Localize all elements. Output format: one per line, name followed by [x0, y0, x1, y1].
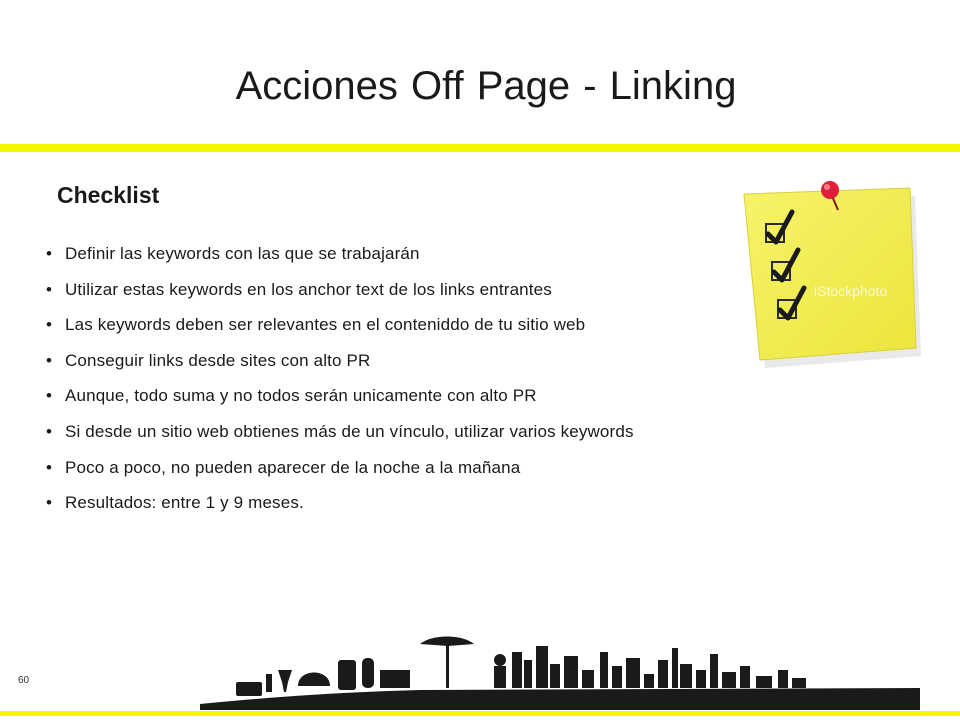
bullet-marker: •	[46, 421, 53, 441]
list-item-text: Poco a poco, no pueden aparecer de la noche a la mañana	[65, 457, 521, 477]
section-subtitle: Checklist	[57, 182, 160, 208]
bottom-divider	[0, 711, 960, 716]
bullet-marker: •	[46, 457, 53, 477]
list-item-text: Utilizar estas keywords en los anchor text de los links entrantes	[65, 279, 552, 299]
list-item-text: Definir las keywords con las que se trabajarán	[65, 244, 420, 263]
list-item	[46, 314, 634, 350]
city-skyline-icon	[200, 630, 920, 710]
list-item	[46, 421, 634, 457]
page-number: 60	[18, 675, 30, 686]
bullet-marker: •	[46, 315, 53, 335]
list-item	[46, 457, 634, 493]
sticky-note-paper	[744, 188, 916, 360]
list-item	[46, 350, 634, 386]
note-watermark: iStockphoto	[814, 283, 888, 299]
top-divider	[0, 144, 960, 152]
list-item-text: Conseguir links desde sites con alto PR	[65, 350, 371, 370]
checklist	[46, 243, 634, 528]
bullet-marker: •	[46, 386, 53, 406]
list-item-text: Resultados: entre 1 y 9 meses.	[65, 493, 304, 513]
list-item	[46, 492, 634, 528]
bullet-marker: •	[46, 244, 53, 263]
list-item	[46, 385, 634, 421]
list-item	[46, 279, 634, 315]
list-item-text: Si desde un sitio web obtienes más de un vínculo, utilizar varios keywords	[65, 421, 634, 441]
list-item-text: Aunque, todo suma y no todos serán unicamente con alto PR	[65, 386, 537, 406]
bullet-marker: •	[46, 493, 53, 513]
slide-title: Acciones Off Page - Linking	[235, 64, 737, 108]
list-item	[46, 243, 634, 279]
list-item-text: Las keywords deben ser relevantes en el conteniddo de tu sitio web	[65, 315, 586, 335]
sticky-note-icon	[728, 176, 924, 372]
bullet-marker: •	[46, 279, 53, 299]
bullet-marker: •	[46, 350, 53, 370]
